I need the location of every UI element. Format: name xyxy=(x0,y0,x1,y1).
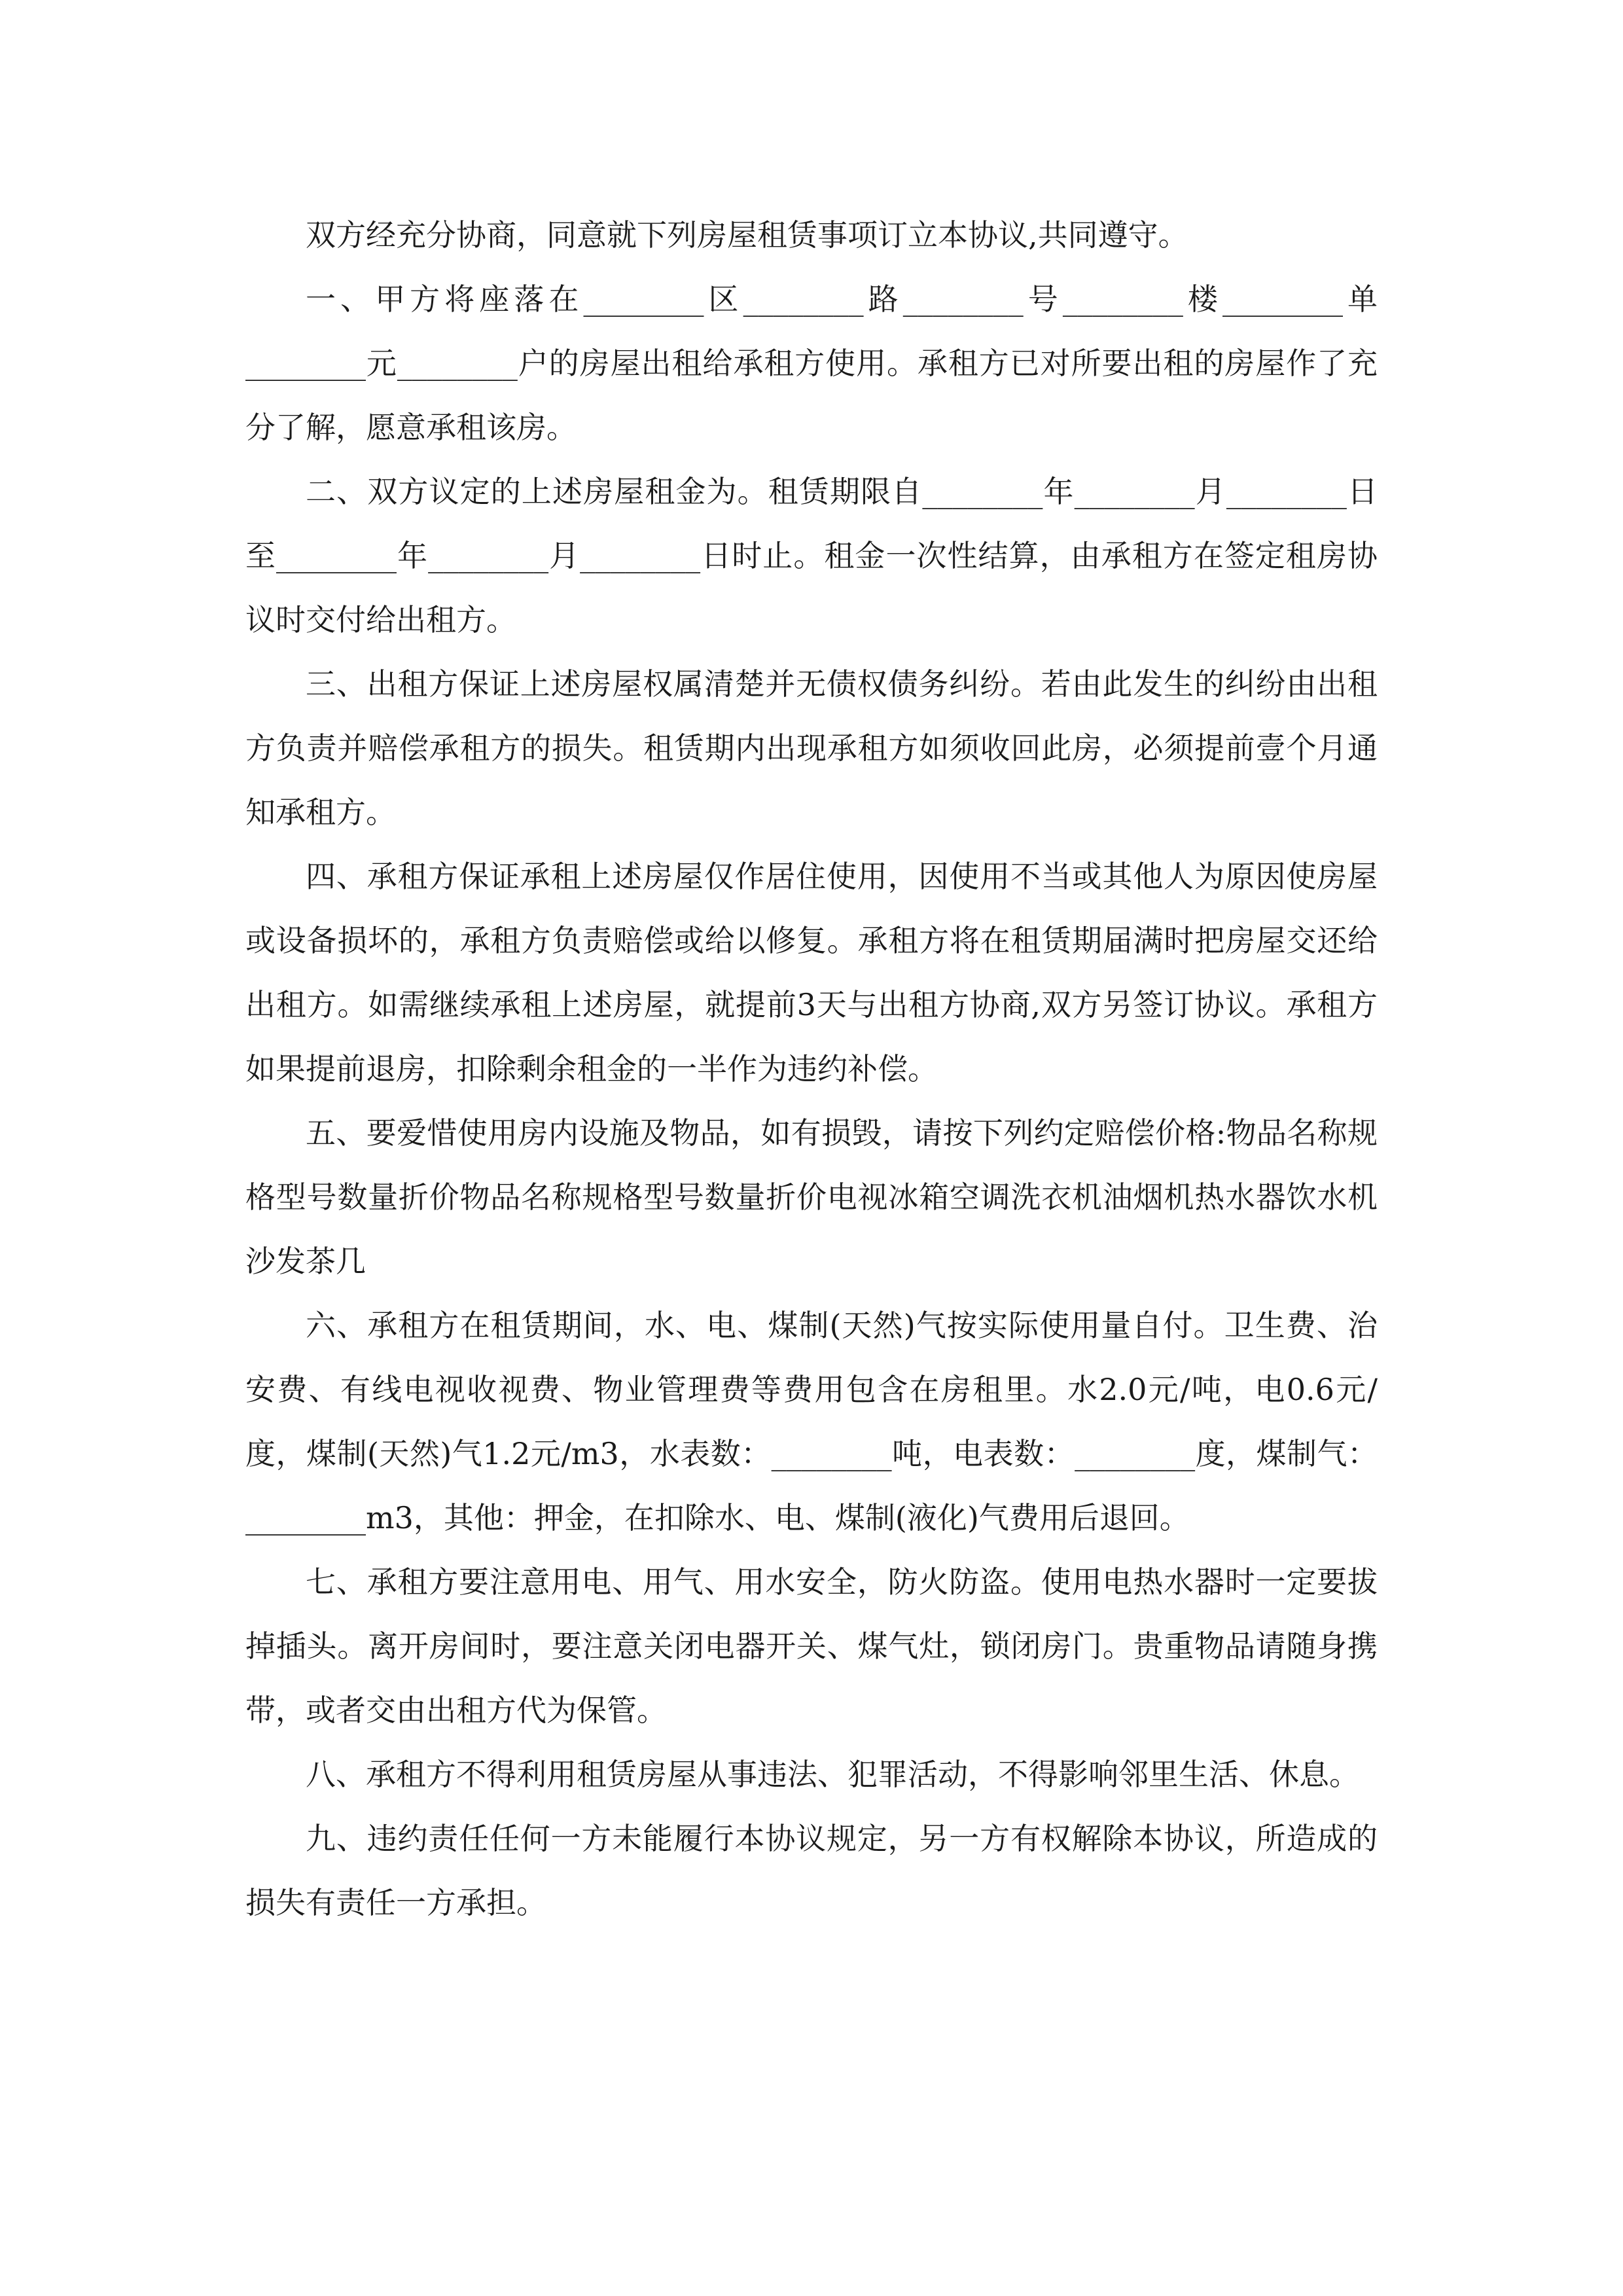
paragraph-clause-3: 三、出租方保证上述房屋权属清楚并无债权债务纠纷。若由此发生的纠纷由出租方负责并赔偿承租方的损失。租赁期内出现承租方如须收回此房，必须提前壹个月通知承租方。 xyxy=(245,666,1378,830)
contract-body xyxy=(245,203,1378,1935)
paragraph-intro: 双方经充分协商，同意就下列房屋租赁事项订立本协议,共同遵守。 xyxy=(306,217,1188,253)
paragraph-clause-6: 六、承租方在租赁期间，水、电、煤制(天然)气按实际使用量自付。卫生费、治安费、有线电视收视费、物业管理费等费用包含在房租里。水2.0元/吨，电0.6元/度，煤制(天然)气1.2元/m3，水表数：________吨，电表数：________度，煤制气：________m3，其他：押金，在扣除水、电、煤制(液化)气费用后退回。 xyxy=(245,1308,1378,1535)
paragraph-clause-5: 五、要爱惜使用房内设施及物品，如有损毁，请按下列约定赔偿价格:物品名称规格型号数量折价物品名称规格型号数量折价电视冰箱空调洗衣机油烟机热水器饮水机沙发茶几 xyxy=(245,1115,1378,1279)
paragraph-clause-7: 七、承租方要注意用电、用气、用水安全，防火防盗。使用电热水器时一定要拔掉插头。离开房间时，要注意关闭电器开关、煤气灶，锁闭房门。贵重物品请随身携带，或者交由出租方代为保管。 xyxy=(245,1564,1378,1728)
paragraph-clause-8: 八、承租方不得利用租赁房屋从事违法、犯罪活动，不得影响邻里生活、休息。 xyxy=(306,1757,1359,1792)
paragraph-clause-2: 二、双方议定的上述房屋租金为。租赁期限自________年________月________日至________年________月________日时止。租金一次性结算，由承租方在签定租房协议时交付给出租方。 xyxy=(245,474,1378,637)
paragraph-clause-9: 九、违约责任任何一方未能履行本协议规定，另一方有权解除本协议，所造成的损失有责任一方承担。 xyxy=(245,1821,1378,1920)
paragraph-clause-1: 一、甲方将座落在________区________路________号________楼________单________元________户的房屋出租给承租方使用。承租方已对所要出租的房屋作了充分了解，愿意承租该房。 xyxy=(245,281,1378,445)
paragraph-clause-4: 四、承租方保证承租上述房屋仅作居住使用，因使用不当或其他人为原因使房屋或设备损坏的，承租方负责赔偿或给以修复。承租方将在租赁期届满时把房屋交还给出租方。如需继续承租上述房屋，就提前3天与出租方协商,双方另签订协议。承租方如果提前退房，扣除剩余租金的一半作为违约补偿。 xyxy=(245,859,1378,1086)
